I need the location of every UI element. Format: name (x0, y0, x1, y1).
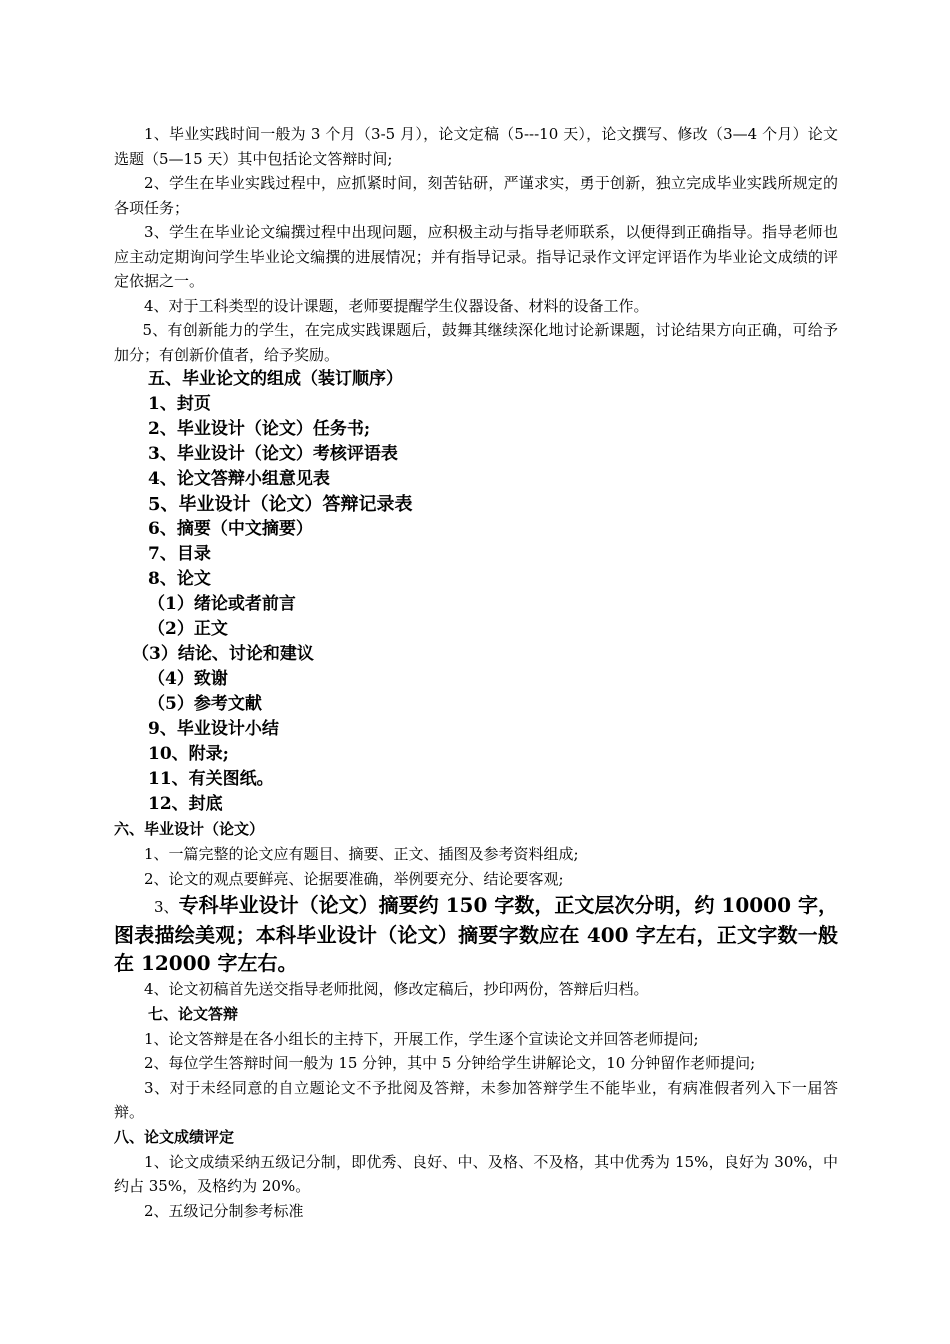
section-heading: 七、论文答辩 (148, 1004, 239, 1023)
list-item: 9、毕业设计小结 (148, 719, 279, 739)
list-item: 8、论文 (148, 569, 211, 589)
emphasized-text: 专科毕业设计（论文）摘要约 150 字数，正文层次分明，约 10000 字，图表描绘美观；本科毕业设计（论文）摘要字数应在 400 字左右，正文字数一般在 12000 字左右。 (114, 893, 838, 975)
paragraph: 2、每位学生答辩时间一般为 15 分钟，其中 5 分钟给学生讲解论文，10 分钟留作老师提问; (144, 1054, 756, 1072)
list-item: （2）正文 (148, 619, 228, 639)
paragraph: 2、学生在毕业实践过程中，应抓紧时间，刻苦钻研，严谨求实，勇于创新，独立完成毕业实践所规定的各项任务； (114, 174, 838, 217)
paragraph: 1、毕业实践时间一般为 3 个月（3-5 月），论文定稿（5---10 天），论文撰写、修改（3—4 个月）论文选题（5—15 天）其中包括论文答辩时间; (114, 125, 838, 168)
list-item: 1、封页 (148, 394, 211, 414)
paragraph: 2、五级记分制参考标准 (144, 1201, 304, 1220)
list-item: 10、附录; (148, 744, 229, 764)
section-heading: 五、毕业论文的组成（装订顺序） (148, 369, 403, 389)
list-item: 2、毕业设计（论文）任务书; (148, 419, 371, 439)
list-item: 4、论文答辩小组意见表 (148, 469, 330, 489)
list-item: 7、目录 (148, 544, 211, 564)
paragraph: 1、一篇完整的论文应有题目、摘要、正文、插图及参考资料组成; (144, 845, 579, 863)
paragraph: 4、对于工科类型的设计课题，老师要提醒学生仪器设备、材料的设备工作。 (144, 296, 649, 315)
list-item: （4）致谢 (148, 669, 228, 689)
paragraph: 3、对于未经同意的自立题论文不予批阅及答辩，未参加答辩学生不能毕业，有病准假者列入下一届答辩。 (114, 1078, 838, 1121)
paragraph: 2、论文的观点要鲜亮、论据要准确，举例要充分、结论要客观; (144, 869, 564, 888)
list-item: 11、有关图纸。 (148, 769, 274, 789)
document-page (114, 122, 838, 1223)
list-item: 5、毕业设计（论文）答辩记录表 (148, 494, 413, 515)
emphasized-paragraph (114, 891, 838, 977)
paragraph: 1、论文成绩采纳五级记分制，即优秀、良好、中、及格、不及格，其中优秀为 15%，良好为 30%，中约占 35%，及格约为 20%。 (114, 1152, 838, 1195)
list-item: 3、毕业设计（论文）考核评语表 (148, 444, 398, 464)
paragraph: 5、有创新能力的学生，在完成实践课题后，鼓舞其继续深化地讨论新课题，讨论结果方向正确，可给予加分；有创新价值者，给予奖励。 (114, 321, 838, 364)
list-item: 6、摘要（中文摘要） (148, 519, 313, 539)
section-heading: 八、论文成绩评定 (114, 1127, 235, 1146)
list-item: （1）绪论或者前言 (148, 594, 296, 614)
paragraph: 3、学生在毕业论文编撰过程中出现问题，应积极主动与指导老师联系，以便得到正确指导。指导老师也应主动定期询问学生毕业论文编撰的进展情况；并有指导记录。指导记录作文评定评语作为毕业论文成绩的评定依据之一。 (114, 223, 838, 290)
list-item: 12、封底 (148, 794, 223, 814)
paragraph: 4、论文初稿首先送交指导老师批阅，修改定稿后，抄印两份，答辩后归档。 (144, 980, 649, 998)
list-item: （5）参考文献 (148, 694, 262, 714)
section-heading: 六、毕业设计（论文） (114, 820, 265, 838)
item-number: 3、 (154, 898, 179, 916)
paragraph: 1、论文答辩是在各小组长的主持下，开展工作，学生逐个宣读论文并回答老师提问; (144, 1029, 699, 1048)
list-item: （3）结论、讨论和建议 (132, 644, 314, 664)
